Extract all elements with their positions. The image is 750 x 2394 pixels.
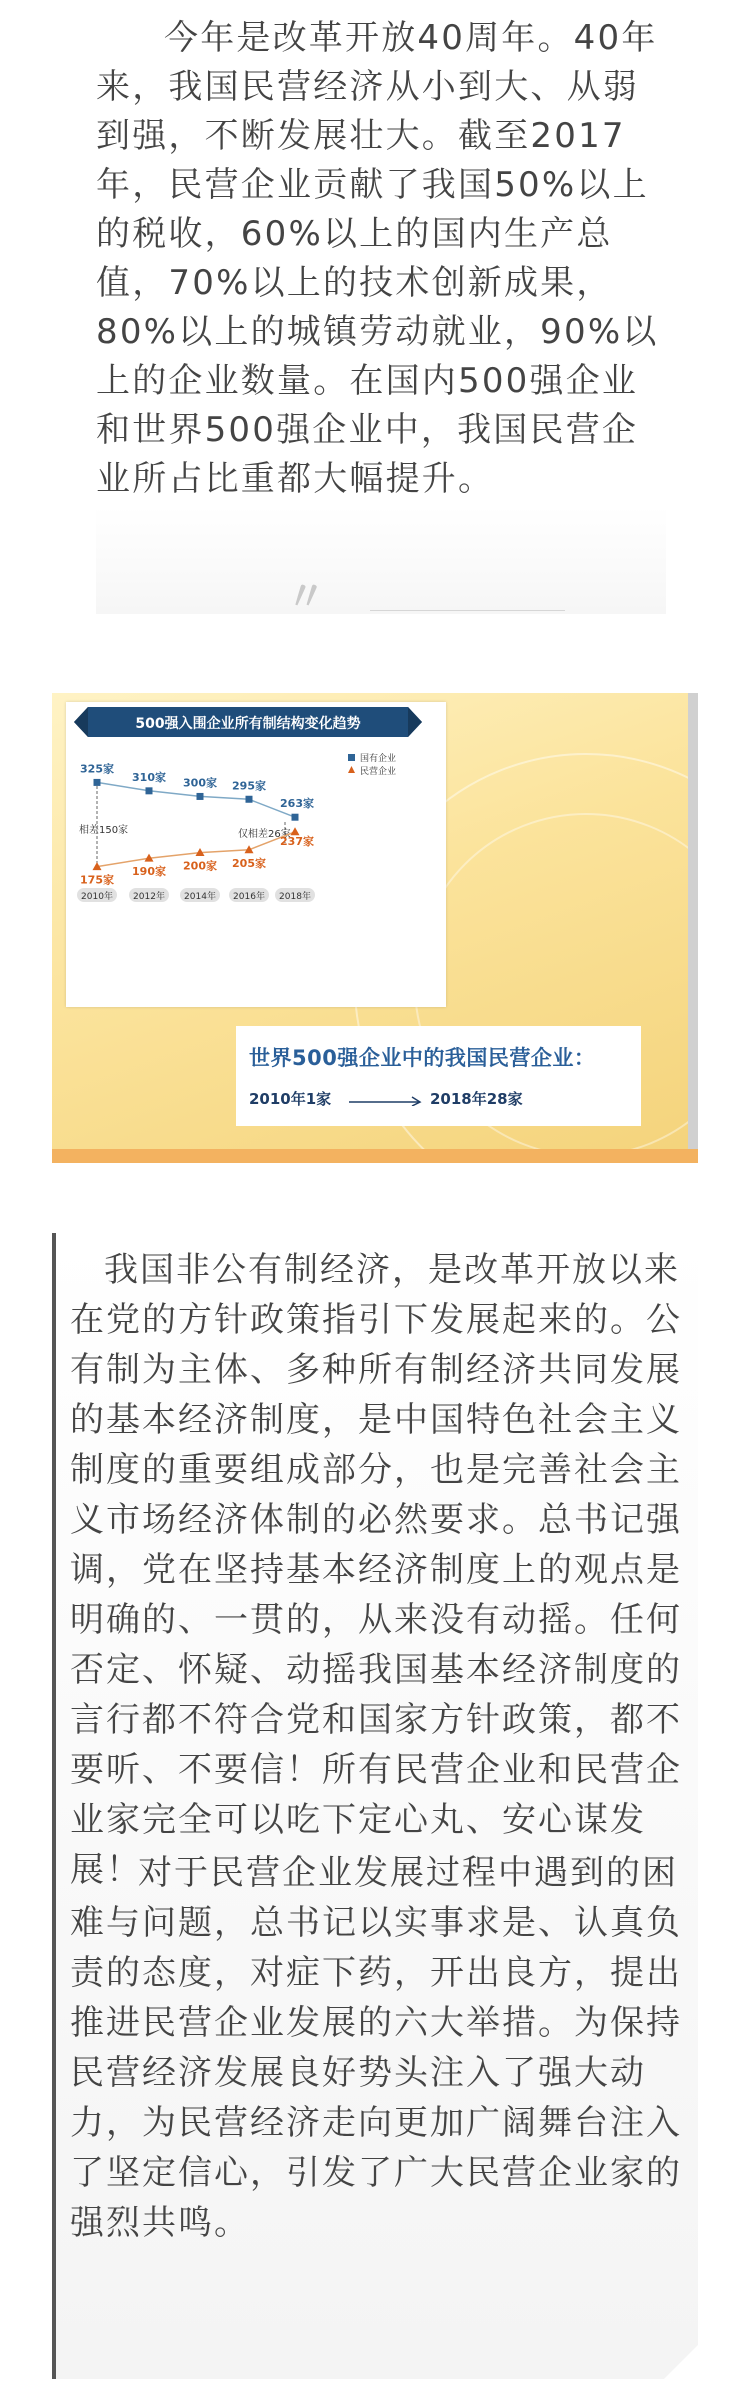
annotation-text: 相差150家 (79, 825, 129, 836)
quote-mark-icon: 〃 (286, 573, 326, 620)
chart-legend (348, 752, 396, 777)
data-point-state (146, 787, 153, 794)
x-tick-label: 2010年 (81, 892, 113, 902)
intro-quote-block (96, 14, 666, 614)
data-label: 325家 (80, 762, 114, 776)
x-tick-label: 2014年 (184, 892, 216, 902)
x-tick-label: 2012年 (133, 892, 165, 902)
body-text-block (52, 1233, 698, 2379)
fortune500-caption-card (236, 1026, 641, 1126)
data-label: 190家 (132, 865, 166, 879)
data-label: 200家 (183, 859, 217, 873)
data-label: 310家 (132, 770, 166, 784)
body-paragraph-1: 我国非公有制经济，是改革开放以来在党的方针政策指引下发展起来的。公有制为主体、多种所有制经济共同发展的基本经济制度，是中国特色社会主义制度的重要组成部分，也是完善社会主义市场经济体制的必然要求。总书记强调，党在坚持基本经济制度上的观点是明确的、一贯的，从来没有动摇。任何否定、怀疑、动摇我国基本经济制度的言行都不符合党和国家方针政策，都不要听、不要信！所有民营企业和民营企业家完全可以吃下定心丸、安心谋发展！ (70, 1250, 682, 1890)
page-fold-corner (664, 2345, 698, 2379)
data-point-state (197, 793, 204, 800)
legend-label-state: 国有企业 (360, 754, 397, 764)
caption-to-value: 2018年28家 (430, 1090, 523, 1108)
x-tick-label: 2018年 (279, 892, 311, 902)
legend-marker-private (348, 766, 355, 773)
legend-marker-state (348, 754, 355, 761)
caption-title: 世界500强企业中的我国民营企业： (249, 1046, 596, 1070)
infographic-figure (52, 693, 698, 1163)
annotation-text: 仅相差26家 (238, 829, 291, 840)
arrow-right-icon (349, 1092, 423, 1106)
chart-svg (66, 702, 446, 1007)
figure-edge (688, 693, 698, 1163)
data-point-state (246, 796, 253, 803)
data-label: 205家 (232, 856, 266, 870)
figure-bottom-band (52, 1149, 698, 1163)
data-label: 263家 (280, 797, 314, 811)
annotation-diff-2010 (79, 786, 128, 865)
data-label: 175家 (80, 873, 114, 887)
caption-from-value: 2010年1家 (249, 1090, 332, 1108)
data-point-state (94, 779, 101, 786)
body-paragraph-2: 对于民营企业发展过程中遇到的困难与问题，总书记以实事求是、认真负责的态度，对症下药，开出良方，提出推进民营企业发展的六大举措。为保持民营经济发展良好势头注入了强大动力，为民营经济走向更加广阔舞台注入了坚定信心，引发了广大民营企业家的强烈共鸣。 (70, 1853, 682, 2243)
data-label: 237家 (280, 834, 314, 848)
data-label: 300家 (183, 776, 217, 790)
intro-quote-text: 今年是改革开放40周年。40年来，我国民营经济从小到大、从弱到强，不断发展壮大。截至2017年，民营企业贡献了我国50%以上的税收，60%以上的国内生产总值，70%以上的技术创新成果，80%以上的城镇劳动就业，90%以上的企业数量。在国内500强企业和世界500强企业中，我国民营企业所占比重都大幅提升。 (96, 18, 659, 499)
legend-label-private: 民营企业 (360, 767, 397, 777)
x-tick-label: 2016年 (233, 892, 265, 902)
data-label: 295家 (232, 779, 266, 793)
quote-divider (370, 610, 565, 611)
data-point-state (292, 814, 299, 821)
ownership-trend-chart (66, 702, 446, 1007)
chart-title: 500强入围企业所有制结构变化趋势 (135, 716, 361, 732)
